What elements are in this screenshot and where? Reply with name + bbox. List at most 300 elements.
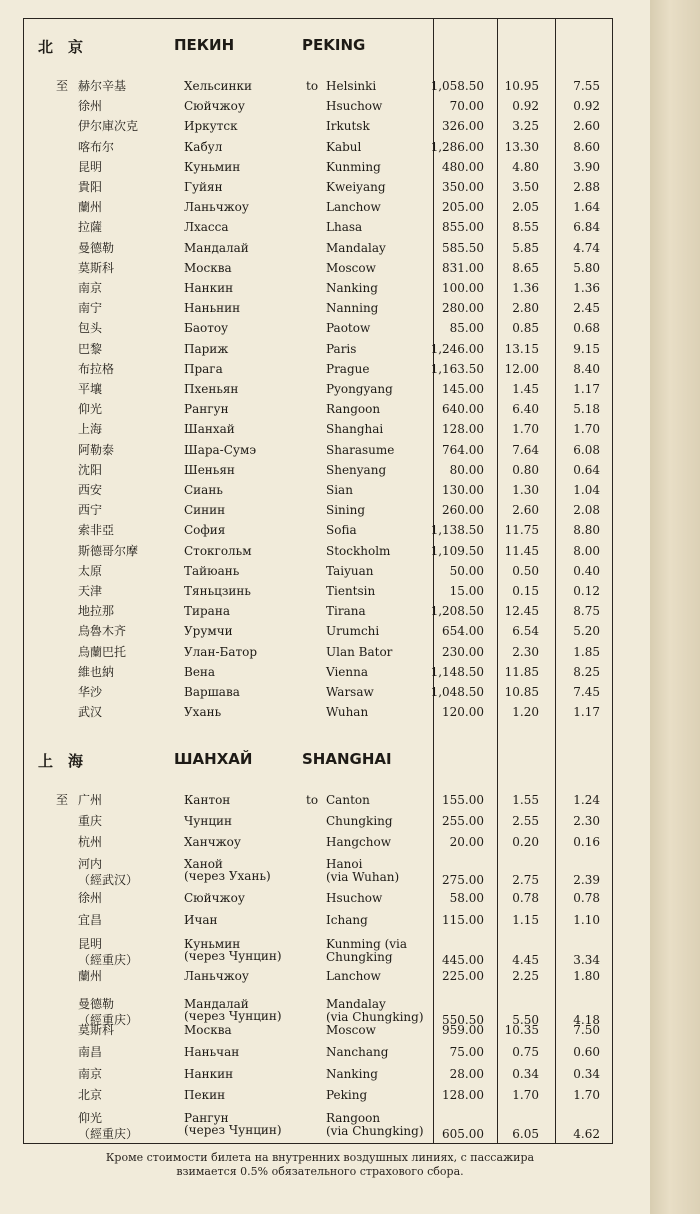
fare-value: 0.78 (573, 891, 600, 905)
fare-value: 10.85 (504, 685, 539, 699)
heading-ru: ПЕКИН (174, 36, 235, 54)
fare-value: 12.45 (504, 604, 539, 619)
fare-value: 0.40 (573, 563, 600, 578)
destination-en-note: (via Chungking) (326, 1124, 424, 1138)
destination-zh: 仰光 (78, 402, 103, 417)
destination-ru: Ханой (184, 857, 223, 871)
destination-ru: Ичан (184, 913, 218, 927)
destination-ru: Пхеньян (184, 382, 239, 396)
destination-zh: 蘭州 (78, 200, 103, 215)
fare-value: 605.00 (442, 1127, 484, 1141)
destination-en: Wuhan (326, 705, 369, 720)
destination-ru-note: (через Ухань) (184, 869, 271, 883)
fare-value: 6.84 (573, 220, 600, 235)
destination-ru: Урумчи (184, 624, 233, 639)
fare-value: 1,148.50 (430, 664, 484, 679)
destination-zh: 仰光 (78, 1111, 103, 1125)
fare-value: 70.00 (449, 99, 484, 114)
destination-en: Warsaw (326, 685, 374, 699)
destination-en: Taiyuan (326, 563, 374, 578)
destination-ru: Хельсинки (184, 79, 253, 93)
fare-value: 2.30 (512, 644, 539, 659)
fare-value: 7.64 (512, 442, 539, 457)
row-to: to (306, 793, 319, 807)
fare-value: 128.00 (442, 422, 484, 437)
destination-ru: Шеньян (184, 462, 235, 477)
destination-zh: 徐州 (78, 891, 103, 905)
destination-zh: 赫尔辛基 (78, 79, 127, 93)
fare-value: 5.50 (512, 1013, 539, 1027)
destination-zh: 西安 (78, 483, 103, 497)
fare-value: 28.00 (449, 1067, 484, 1081)
destination-en: Chungking (326, 814, 393, 828)
destination-en: Tirana (326, 604, 366, 619)
fare-value: 0.80 (512, 462, 539, 477)
fare-value: 115.00 (442, 913, 484, 927)
destination-ru: Мандалай (184, 997, 249, 1011)
fare-value: 0.20 (512, 835, 539, 849)
fare-value: 2.60 (573, 119, 600, 134)
fare-value: 8.25 (573, 664, 600, 679)
destination-en: Stockholm (326, 543, 391, 558)
destination-en: Rangoon (326, 402, 381, 417)
fare-value: 445.00 (442, 953, 484, 967)
page-edge (650, 0, 700, 1214)
destination-zh: 阿勒泰 (78, 442, 115, 457)
fare-value: 58.00 (449, 891, 484, 905)
destination-zh-note: （經武汉） (78, 873, 139, 887)
destination-ru: Ханчжоу (184, 835, 241, 849)
fare-value: 1,208.50 (430, 604, 484, 619)
fare-value: 10.95 (504, 79, 539, 93)
destination-en-note: (via Wuhan) (326, 870, 400, 884)
section-heading-peking (24, 36, 424, 62)
fare-value: 0.68 (573, 321, 600, 336)
fare-value: 5.20 (573, 624, 600, 639)
destination-zh: 河内 (78, 857, 103, 871)
fare-value: 0.15 (512, 584, 539, 598)
destination-en: Mandalay (326, 240, 386, 255)
destination-en: Nanchang (326, 1045, 389, 1059)
destination-ru: Тяньцзинь (184, 584, 251, 598)
fare-value: 275.00 (442, 873, 484, 887)
fare-value: 12.00 (504, 361, 539, 376)
destination-ru: Прага (184, 361, 223, 376)
fare-value: 255.00 (442, 814, 484, 828)
destination-en: Kabul (326, 139, 362, 154)
fare-value: 0.50 (512, 563, 539, 578)
destination-ru-note: (через Чунцин) (184, 1009, 282, 1023)
fare-value: 225.00 (442, 969, 484, 983)
fare-value: 1,286.00 (430, 139, 484, 154)
destination-zh: 莫斯科 (78, 260, 115, 275)
fare-value: 654.00 (442, 624, 484, 639)
destination-ru: Куньмин (184, 937, 241, 951)
destination-en: Tientsin (326, 584, 376, 598)
destination-ru: Шанхай (184, 422, 235, 437)
destination-zh: 南昌 (78, 1045, 103, 1059)
fare-value: 0.64 (573, 462, 600, 477)
fare-value: 585.50 (442, 240, 484, 255)
destination-ru: Сиань (184, 483, 223, 497)
destination-en: Shenyang (326, 462, 387, 477)
fare-value: 0.60 (573, 1045, 600, 1059)
fare-value: 1.10 (573, 913, 600, 927)
destination-en: Canton (326, 793, 370, 807)
column-divider (555, 19, 556, 1143)
destination-zh: 布拉格 (78, 361, 115, 376)
fare-value: 3.25 (512, 119, 539, 134)
destination-zh-note: （經重庆） (78, 1013, 139, 1027)
destination-ru: Сюйчжоу (184, 891, 245, 905)
fare-value: 80.00 (449, 462, 484, 477)
destination-ru: Стокгольм (184, 543, 252, 558)
fare-value: 1.70 (573, 1088, 600, 1102)
fare-value: 1,163.50 (430, 361, 484, 376)
fare-value: 4.74 (573, 240, 600, 255)
destination-zh: 斯德哥尔摩 (78, 543, 139, 558)
destination-zh: 上海 (78, 422, 103, 437)
fare-value: 0.34 (573, 1067, 600, 1081)
fare-value: 7.50 (573, 1023, 600, 1037)
fare-value: 2.45 (573, 301, 600, 316)
fare-value: 4.62 (573, 1127, 600, 1141)
row-prefix: 至 (56, 793, 69, 807)
destination-ru: Баотоу (184, 321, 229, 336)
destination-en: Hangchow (326, 835, 391, 849)
destination-zh: 貴阳 (78, 180, 103, 194)
destination-en: Paris (326, 341, 357, 356)
fare-value: 326.00 (442, 119, 484, 134)
destination-en: Lanchow (326, 969, 381, 983)
fare-value: 20.00 (449, 835, 484, 849)
destination-zh: 昆明 (78, 937, 103, 951)
destination-zh: 維也納 (78, 664, 115, 679)
destination-en: Paotow (326, 321, 371, 336)
destination-zh: 南京 (78, 1067, 103, 1081)
fare-value: 1.80 (573, 969, 600, 983)
fare-value: 1,246.00 (430, 341, 484, 356)
destination-zh: 太原 (78, 563, 103, 578)
fare-value: 6.40 (512, 402, 539, 417)
fare-value: 2.88 (573, 180, 600, 194)
destination-zh-note: （經重庆） (78, 1127, 139, 1141)
fare-value: 5.85 (512, 240, 539, 255)
fare-value: 831.00 (442, 260, 484, 275)
destination-ru-note: (через Чунцин) (184, 949, 282, 963)
fare-value: 2.60 (512, 503, 539, 518)
destination-zh: 索非亞 (78, 523, 115, 538)
destination-zh: 巴黎 (78, 341, 103, 356)
fare-value: 11.75 (504, 523, 539, 538)
destination-ru: Гуйян (184, 180, 223, 194)
destination-ru: Шара-Сумэ (184, 442, 257, 457)
destination-zh: 莫斯科 (78, 1023, 115, 1037)
destination-ru: Кабул (184, 139, 223, 154)
destination-en: Sian (326, 483, 353, 497)
destination-en: Vienna (326, 664, 369, 679)
fare-value: 0.16 (573, 835, 600, 849)
fare-value: 4.18 (573, 1013, 600, 1027)
destination-ru: Лхасса (184, 220, 229, 235)
destination-zh: 拉薩 (78, 220, 103, 235)
fare-value: 128.00 (442, 1088, 484, 1102)
destination-en: Kunming (via (326, 937, 408, 951)
heading-en: PEKING (302, 36, 366, 54)
destination-ru: Наньчан (184, 1045, 240, 1059)
fare-value: 1.70 (573, 422, 600, 437)
destination-en: Ichang (326, 913, 368, 927)
destination-en: Rangoon (326, 1111, 381, 1125)
fare-value: 8.65 (512, 260, 539, 275)
destination-ru: Пекин (184, 1088, 226, 1102)
destination-zh: 沈阳 (78, 462, 103, 477)
destination-ru: Варшава (184, 685, 240, 699)
fare-value: 0.12 (573, 584, 600, 598)
destination-zh: 昆明 (78, 159, 103, 174)
destination-ru: Рангун (184, 1111, 229, 1125)
fare-value: 1,138.50 (430, 523, 484, 538)
destination-en: Ulan Bator (326, 644, 393, 659)
column-divider (497, 19, 498, 1143)
destination-en: Pyongyang (326, 382, 393, 396)
destination-ru: Москва (184, 1023, 232, 1037)
destination-en: Kunming (326, 159, 381, 174)
destination-en: Mandalay (326, 997, 386, 1011)
fare-value: 0.92 (512, 99, 539, 114)
fare-value: 2.55 (512, 814, 539, 828)
fare-value: 0.78 (512, 891, 539, 905)
fare-value: 1.17 (573, 382, 600, 396)
row-prefix: 至 (56, 79, 69, 93)
destination-en: Sining (326, 503, 366, 518)
fare-value: 100.00 (442, 281, 484, 295)
fare-value: 6.05 (512, 1127, 539, 1141)
fare-value: 155.00 (442, 793, 484, 807)
fare-value: 1.55 (512, 793, 539, 807)
destination-en: Sharasume (326, 442, 395, 457)
destination-ru: Ланьчжоу (184, 200, 249, 215)
fare-table (23, 18, 613, 1144)
destination-en: Prague (326, 361, 370, 376)
destination-ru: Тайюань (184, 563, 240, 578)
fare-value: 640.00 (442, 402, 484, 417)
fare-value: 75.00 (449, 1045, 484, 1059)
destination-zh: 南京 (78, 281, 103, 295)
fare-value: 205.00 (442, 200, 484, 215)
destination-en-note: (via Chungking) (326, 1010, 424, 1024)
destination-ru: Наньнин (184, 301, 241, 316)
destination-zh: 北京 (78, 1088, 103, 1102)
fare-value: 2.80 (512, 301, 539, 316)
fare-value: 1.64 (573, 200, 600, 215)
destination-zh: 西宁 (78, 503, 103, 518)
fare-value: 480.00 (442, 159, 484, 174)
destination-en: Shanghai (326, 422, 384, 437)
destination-en: Urumchi (326, 624, 380, 639)
destination-zh: 伊尔庫次克 (78, 119, 139, 134)
destination-en: Hanoi (326, 857, 363, 871)
fare-value: 11.85 (504, 664, 539, 679)
fare-value: 2.25 (512, 969, 539, 983)
fare-value: 4.80 (512, 159, 539, 174)
destination-ru: Мандалай (184, 240, 249, 255)
fare-value: 1.30 (512, 483, 539, 497)
destination-zh: 徐州 (78, 99, 103, 114)
fare-value: 8.80 (573, 523, 600, 538)
fare-value: 13.30 (504, 139, 539, 154)
fare-value: 230.00 (442, 644, 484, 659)
destination-ru: Улан-Батор (184, 644, 258, 659)
destination-en: Irkutsk (326, 119, 370, 134)
fare-value: 145.00 (442, 382, 484, 396)
fare-value: 2.05 (512, 200, 539, 215)
fare-value: 1.17 (573, 705, 600, 720)
fare-value: 1,109.50 (430, 543, 484, 558)
fare-value: 13.15 (504, 341, 539, 356)
fare-value: 10.35 (504, 1023, 539, 1037)
fare-value: 7.55 (573, 79, 600, 93)
heading-zh: 上 海 (38, 752, 84, 770)
destination-ru: Ланьчжоу (184, 969, 249, 983)
destination-zh: 地拉那 (78, 604, 115, 619)
heading-ru: ШАНХАЙ (174, 750, 253, 768)
destination-ru: Кантон (184, 793, 231, 807)
destination-ru-note: (через Чунцин) (184, 1123, 282, 1137)
destination-zh-note: （經重庆） (78, 953, 139, 967)
destination-ru: Куньмин (184, 159, 241, 174)
fare-value: 1.70 (512, 422, 539, 437)
destination-en: Kweiyang (326, 180, 386, 194)
fare-value: 1.70 (512, 1088, 539, 1102)
destination-ru: Чунцин (184, 814, 233, 828)
fare-value: 6.08 (573, 442, 600, 457)
destination-zh: 南宁 (78, 301, 103, 316)
heading-zh: 北 京 (38, 38, 84, 56)
row-to: to (306, 79, 319, 93)
fare-value: 8.55 (512, 220, 539, 235)
destination-en: Nanning (326, 301, 379, 316)
destination-zh: 曼德勒 (78, 240, 115, 255)
destination-ru: Сюйчжоу (184, 99, 245, 114)
fare-value: 1.36 (573, 281, 600, 295)
destination-en: Hsuchow (326, 99, 383, 114)
footnote: Кроме стоимости билета на внутренних воздушных линиях, с пассажира взимается 0.5% обязательного страхового сбора. (105, 1151, 535, 1178)
fare-value: 1.85 (573, 644, 600, 659)
fare-value: 350.00 (442, 180, 484, 194)
fare-value: 6.54 (512, 624, 539, 639)
fare-value: 959.00 (442, 1023, 484, 1037)
fare-value: 1.20 (512, 705, 539, 720)
fare-value: 764.00 (442, 442, 484, 457)
destination-zh: 蘭州 (78, 969, 103, 983)
destination-ru: Вена (184, 664, 216, 679)
destination-ru: София (184, 523, 226, 538)
fare-value: 2.30 (573, 814, 600, 828)
destination-zh: 宜昌 (78, 913, 103, 927)
fare-value: 3.34 (573, 953, 600, 967)
fare-value: 1.15 (512, 913, 539, 927)
fare-value: 2.08 (573, 503, 600, 518)
fare-value: 8.00 (573, 543, 600, 558)
destination-zh: 华沙 (78, 685, 103, 699)
fare-value: 2.75 (512, 873, 539, 887)
fare-value: 8.40 (573, 361, 600, 376)
destination-ru: Рангун (184, 402, 229, 417)
destination-en-note: Chungking (326, 950, 393, 964)
fare-value: 9.15 (573, 341, 600, 356)
destination-en: Lanchow (326, 200, 381, 215)
destination-en: Helsinki (326, 79, 377, 93)
destination-en: Moscow (326, 1023, 376, 1037)
fare-value: 0.34 (512, 1067, 539, 1081)
destination-zh: 喀布尔 (78, 139, 115, 154)
destination-en: Nanking (326, 1067, 378, 1081)
fare-value: 1,048.50 (430, 685, 484, 699)
fare-value: 0.85 (512, 321, 539, 336)
destination-en: Hsuchow (326, 891, 383, 905)
destination-ru: Нанкин (184, 1067, 234, 1081)
fare-value: 3.90 (573, 159, 600, 174)
destination-zh: 平壤 (78, 382, 103, 396)
destination-ru: Иркутск (184, 119, 238, 134)
destination-ru: Париж (184, 341, 229, 356)
fare-value: 0.75 (512, 1045, 539, 1059)
fare-value: 11.45 (504, 543, 539, 558)
destination-zh: 烏魯木齐 (78, 624, 127, 639)
destination-ru: Нанкин (184, 281, 234, 295)
destination-zh: 重庆 (78, 814, 103, 828)
section-heading-shanghai (24, 750, 424, 776)
destination-ru: Москва (184, 260, 232, 275)
fare-value: 0.92 (573, 99, 600, 114)
fare-value: 1.24 (573, 793, 600, 807)
fare-value: 7.45 (573, 685, 600, 699)
fare-value: 120.00 (442, 705, 484, 720)
destination-en: Sofia (326, 523, 357, 538)
destination-zh: 武汉 (78, 705, 103, 720)
fare-value: 5.18 (573, 402, 600, 417)
fare-value: 1,058.50 (430, 79, 484, 93)
fare-value: 1.45 (512, 382, 539, 396)
destination-ru: Тирана (184, 604, 230, 619)
destination-ru: Синин (184, 503, 226, 518)
fare-value: 280.00 (442, 301, 484, 316)
destination-en: Peking (326, 1088, 368, 1102)
destination-en: Moscow (326, 260, 376, 275)
fare-value: 1.36 (512, 281, 539, 295)
heading-en: SHANGHAI (302, 750, 392, 768)
destination-zh: 广州 (78, 793, 103, 807)
destination-zh: 天津 (78, 584, 103, 598)
fare-value: 8.75 (573, 604, 600, 619)
destination-en: Lhasa (326, 220, 363, 235)
fare-value: 85.00 (449, 321, 484, 336)
fare-value: 8.60 (573, 139, 600, 154)
fare-value: 1.04 (573, 483, 600, 497)
destination-ru: Ухань (184, 705, 222, 720)
destination-zh: 杭州 (78, 835, 103, 849)
fare-value: 15.00 (449, 584, 484, 598)
fare-value: 855.00 (442, 220, 484, 235)
destination-zh: 包头 (78, 321, 103, 336)
fare-value: 550.50 (442, 1013, 484, 1027)
fare-value: 5.80 (573, 260, 600, 275)
fare-value: 3.50 (512, 180, 539, 194)
fare-value: 4.45 (512, 953, 539, 967)
fare-value: 130.00 (442, 483, 484, 497)
fare-value: 2.39 (573, 873, 600, 887)
